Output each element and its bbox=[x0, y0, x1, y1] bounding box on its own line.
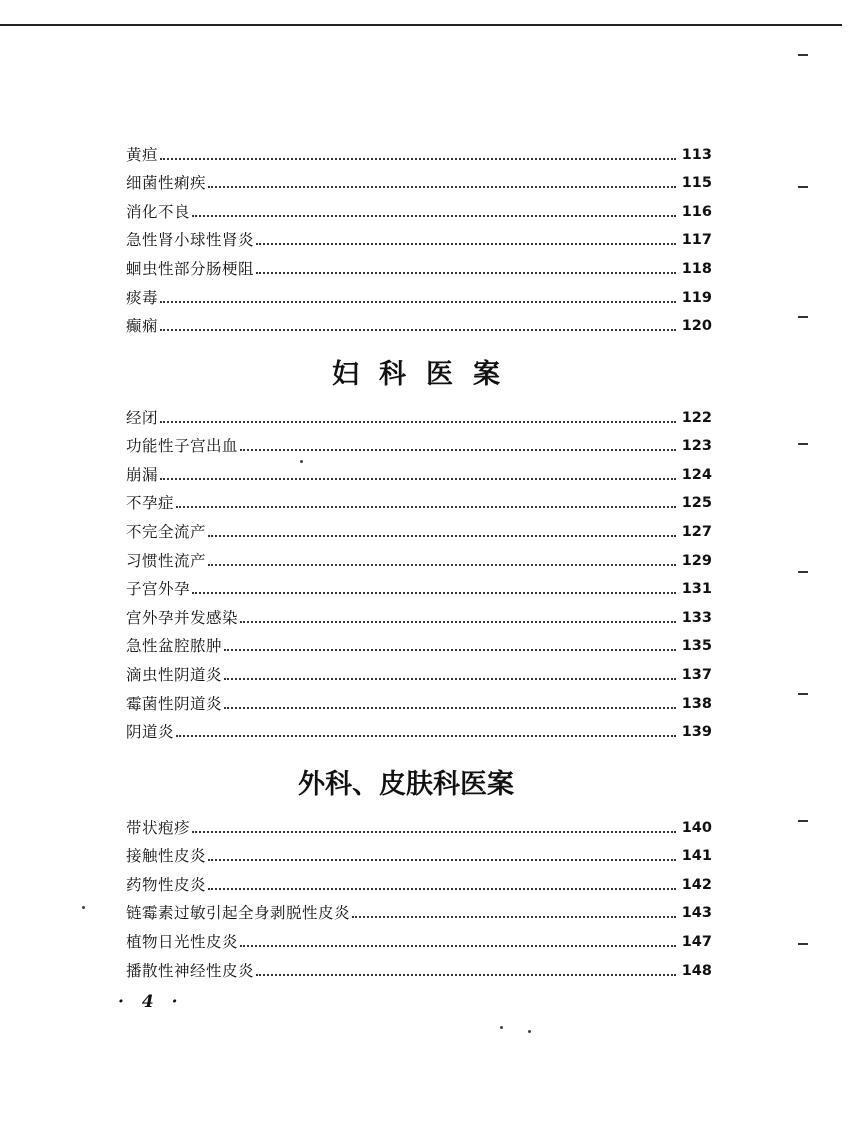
toc-entry-page: 113 bbox=[681, 146, 712, 163]
toc-entry-title: 宫外孕并发感染 bbox=[126, 608, 239, 627]
margin-mark bbox=[798, 571, 808, 573]
toc-entry[interactable] bbox=[126, 485, 712, 514]
dot-leader bbox=[208, 535, 676, 537]
toc-entry-page: 120 bbox=[681, 318, 712, 335]
toc-entry[interactable] bbox=[126, 866, 712, 895]
toc-entry[interactable] bbox=[126, 895, 712, 924]
dot-leader bbox=[240, 621, 676, 623]
toc-entry-page: 117 bbox=[681, 232, 712, 249]
toc-entry-page: 115 bbox=[681, 175, 712, 192]
section-heading-gynecology: 妇科医案 bbox=[332, 359, 520, 390]
dot-leader bbox=[192, 831, 676, 833]
margin-mark bbox=[798, 54, 808, 56]
page-number: · 4 · bbox=[118, 992, 184, 1012]
dot-leader bbox=[208, 859, 676, 861]
toc-entry-page: 122 bbox=[681, 409, 712, 426]
toc-entry[interactable] bbox=[126, 222, 712, 251]
toc-entry[interactable] bbox=[126, 136, 712, 165]
toc-entry[interactable] bbox=[126, 809, 712, 838]
toc-entry[interactable] bbox=[126, 279, 712, 308]
toc-entry-title: 植物日光性皮炎 bbox=[126, 932, 239, 951]
toc-entry[interactable] bbox=[126, 456, 712, 485]
toc-entry[interactable] bbox=[126, 513, 712, 542]
toc-section-surgery-dermatology bbox=[126, 809, 712, 981]
scan-speck bbox=[82, 906, 85, 909]
toc-entry-title: 细菌性痢疾 bbox=[126, 174, 207, 193]
top-rule bbox=[0, 24, 842, 26]
toc-entry-page: 147 bbox=[681, 933, 712, 950]
toc-entry[interactable] bbox=[126, 838, 712, 867]
toc-entry[interactable] bbox=[126, 571, 712, 600]
dot-leader bbox=[192, 215, 676, 217]
toc-entry-title: 急性肾小球性肾炎 bbox=[126, 231, 255, 250]
toc-entry-page: 143 bbox=[681, 905, 712, 922]
dot-leader bbox=[192, 592, 676, 594]
scan-speck bbox=[528, 1030, 531, 1033]
toc-section-gynecology bbox=[126, 399, 712, 742]
toc-entry-title: 急性盆腔脓肿 bbox=[126, 637, 223, 656]
toc-entry-title: 消化不良 bbox=[126, 202, 191, 221]
toc-entry-title: 接触性皮炎 bbox=[126, 847, 207, 866]
toc-entry-title: 子宫外孕 bbox=[126, 580, 191, 599]
dot-leader bbox=[176, 735, 676, 737]
dot-leader bbox=[256, 243, 676, 245]
toc-entry-page: 131 bbox=[681, 581, 712, 598]
dot-leader bbox=[240, 449, 676, 451]
margin-mark bbox=[798, 943, 808, 945]
toc-entry[interactable] bbox=[126, 952, 712, 981]
dot-leader bbox=[352, 916, 676, 918]
scan-speck bbox=[500, 1026, 503, 1029]
toc-entry-page: 118 bbox=[681, 260, 712, 277]
toc-entry-page: 137 bbox=[681, 666, 712, 683]
toc-entry-page: 135 bbox=[681, 638, 712, 655]
toc-entry[interactable] bbox=[126, 685, 712, 714]
toc-entry[interactable] bbox=[126, 165, 712, 194]
margin-mark bbox=[798, 820, 808, 822]
toc-entry[interactable] bbox=[126, 656, 712, 685]
toc-entry-page: 129 bbox=[681, 552, 712, 569]
toc-entry[interactable] bbox=[126, 308, 712, 337]
toc-entry-title: 链霉素过敏引起全身剥脱性皮炎 bbox=[126, 904, 351, 923]
dot-leader bbox=[224, 678, 676, 680]
toc-entry-page: 138 bbox=[681, 695, 712, 712]
margin-mark bbox=[798, 186, 808, 188]
toc-entry-title: 不孕症 bbox=[126, 494, 175, 513]
toc-entry-page: 139 bbox=[681, 724, 712, 741]
dot-leader bbox=[224, 707, 676, 709]
toc-entry-page: 148 bbox=[681, 962, 712, 979]
dot-leader bbox=[240, 945, 676, 947]
toc-entry-page: 124 bbox=[681, 466, 712, 483]
toc-entry-title: 癫痫 bbox=[126, 317, 159, 336]
toc-entry-title: 带状疱疹 bbox=[126, 818, 191, 837]
toc-entry[interactable] bbox=[126, 250, 712, 279]
toc-entry-title: 习惯性流产 bbox=[126, 551, 207, 570]
section-heading-surgery-dermatology: 外科、皮肤科医案 bbox=[298, 769, 514, 800]
dot-leader bbox=[160, 301, 676, 303]
toc-entry-title: 霉菌性阴道炎 bbox=[126, 694, 223, 713]
toc-entry-page: 141 bbox=[681, 848, 712, 865]
toc-entry-page: 142 bbox=[681, 876, 712, 893]
dot-leader bbox=[256, 272, 676, 274]
dot-leader bbox=[160, 329, 676, 331]
dot-leader bbox=[160, 478, 676, 480]
toc-entry[interactable] bbox=[126, 193, 712, 222]
toc-entry-page: 127 bbox=[681, 523, 712, 540]
dot-leader bbox=[208, 564, 676, 566]
toc-entry-page: 133 bbox=[681, 609, 712, 626]
margin-mark bbox=[798, 693, 808, 695]
toc-entry-title: 功能性子宫出血 bbox=[126, 437, 239, 456]
toc-entry-title: 经闭 bbox=[126, 408, 159, 427]
dot-leader bbox=[256, 974, 676, 976]
toc-entry-page: 116 bbox=[681, 203, 712, 220]
toc-entry-title: 不完全流产 bbox=[126, 522, 207, 541]
toc-entry-page: 140 bbox=[681, 819, 712, 836]
dot-leader bbox=[224, 649, 676, 651]
toc-entry[interactable] bbox=[126, 542, 712, 571]
dot-leader bbox=[208, 888, 676, 890]
toc-entry[interactable] bbox=[126, 428, 712, 457]
margin-mark bbox=[798, 316, 808, 318]
toc-entry[interactable] bbox=[126, 714, 712, 743]
toc-entry-page: 125 bbox=[681, 495, 712, 512]
toc-entry[interactable] bbox=[126, 923, 712, 952]
toc-entry-title: 药物性皮炎 bbox=[126, 875, 207, 894]
toc-section-continued bbox=[126, 136, 712, 336]
toc-entry-title: 蛔虫性部分肠梗阻 bbox=[126, 259, 255, 278]
toc-entry-title: 崩漏 bbox=[126, 465, 159, 484]
toc-entry-page: 119 bbox=[681, 289, 712, 306]
dot-leader bbox=[208, 186, 676, 188]
toc-entry[interactable] bbox=[126, 599, 712, 628]
toc-entry[interactable] bbox=[126, 399, 712, 428]
toc-entry-title: 痰毒 bbox=[126, 288, 159, 307]
dot-leader bbox=[160, 421, 676, 423]
toc-entry-title: 黄疸 bbox=[126, 145, 159, 164]
toc-entry-page: 123 bbox=[681, 438, 712, 455]
dot-leader bbox=[176, 506, 676, 508]
toc-entry-title: 滴虫性阴道炎 bbox=[126, 665, 223, 684]
toc-entry-title: 播散性神经性皮炎 bbox=[126, 961, 255, 980]
toc-entry[interactable] bbox=[126, 628, 712, 657]
toc-entry-title: 阴道炎 bbox=[126, 723, 175, 742]
margin-mark bbox=[798, 443, 808, 445]
dot-leader bbox=[160, 158, 676, 160]
